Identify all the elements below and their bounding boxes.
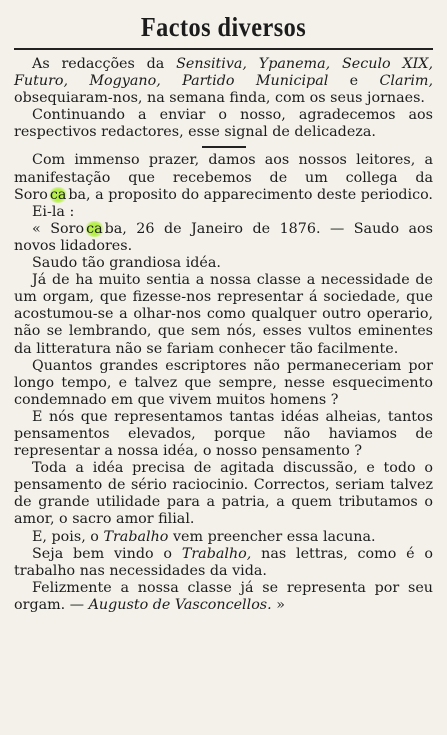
italic-clarim: Clarim, bbox=[379, 73, 433, 90]
text: nas lettras, como é o trabalho nas necessidades da vida. bbox=[14, 545, 433, 579]
text: ba, a proposito do apparecimento deste periodico. bbox=[68, 186, 433, 203]
section-title: Factos diversos bbox=[140, 12, 307, 42]
paragraph-immenso-prazer bbox=[14, 152, 433, 203]
paragraph-quantos: Quantos grandes escriptores não permaneceriam por longo tempo, e talvez que sempre, nesse esquecimento condemnado em que vivem muitos homens ? bbox=[14, 357, 433, 408]
text: As redacções da bbox=[32, 56, 177, 72]
text: Com immenso prazer, damos aos nossos leitores, a manifestação que recebemos de um collega da Soro bbox=[14, 152, 433, 203]
paragraph-e-nos: E nós que representamos tantas idéas alheias, tantos pensamentos elevados, porque não haviamos de representar a nossa idéa, o nosso pensamento ? bbox=[14, 408, 433, 460]
italic-newspapers: Sensitiva, Ypanema, Seculo XIX, Futuro, Mogyano, Partido Municipal bbox=[14, 56, 433, 90]
paragraph-letter-heading bbox=[14, 221, 433, 255]
paragraph-ei-la: Ei-la : bbox=[32, 203, 75, 220]
text: obsequiaram-nos, na semana finda, com os seus jornaes. bbox=[14, 90, 425, 107]
italic-trabalho: Trabalho bbox=[103, 528, 169, 545]
section-divider bbox=[202, 146, 246, 148]
paragraph-continuando: Continuando a enviar o nosso, agradecemos aos respectivos redactores, esse signal de delicadeza. bbox=[14, 107, 433, 141]
paragraph-e-pois bbox=[14, 529, 433, 546]
text: vem preencher essa lacuna. bbox=[168, 528, 376, 545]
text: e bbox=[328, 73, 380, 90]
paragraph-toda-a-idea: Toda a idéa precisa de agitada discussão, e todo o pensamento de sério raciocinio. Correctos, seriam talvez de grande utilidade para a patria, a quem tributamos o amor, o sacro amor filial. bbox=[14, 460, 433, 528]
text: Felizmente a nossa classe já se representa por seu orgam. — bbox=[14, 579, 433, 613]
text: « Soro bbox=[32, 220, 85, 237]
highlight-marker: ca bbox=[49, 186, 67, 203]
text: » bbox=[271, 596, 285, 613]
text: E, pois, o bbox=[32, 528, 104, 545]
paragraph-saudo: Saudo tão grandiosa idéa. bbox=[32, 255, 221, 272]
italic-trabalho: Trabalho, bbox=[181, 545, 252, 562]
text: Seja bem vindo o bbox=[32, 545, 182, 562]
paragraph-ja-de-ha-muito: Já de ha muito sentia a nossa classe a necessidade de um orgam, que fizesse-nos representar á sociedade, que acostumou-se a olhar-nos como qualquer outro operario, não se lembrando, que sem nós, esses vultos eminentes da litteratura não se fariam conhecer tão facilmente. bbox=[14, 272, 433, 357]
highlight-marker: ca bbox=[86, 220, 103, 237]
paragraph-felizmente bbox=[14, 580, 433, 614]
italic-signature: Augusto de Vasconcellos. bbox=[88, 596, 272, 613]
paragraph-redaccoes bbox=[14, 56, 433, 107]
paragraph-seja-bem-vindo bbox=[14, 546, 433, 580]
title-rule bbox=[14, 48, 433, 50]
text: ba, 26 de Janeiro de 1876. — Saudo aos novos lidadores. bbox=[14, 220, 433, 254]
